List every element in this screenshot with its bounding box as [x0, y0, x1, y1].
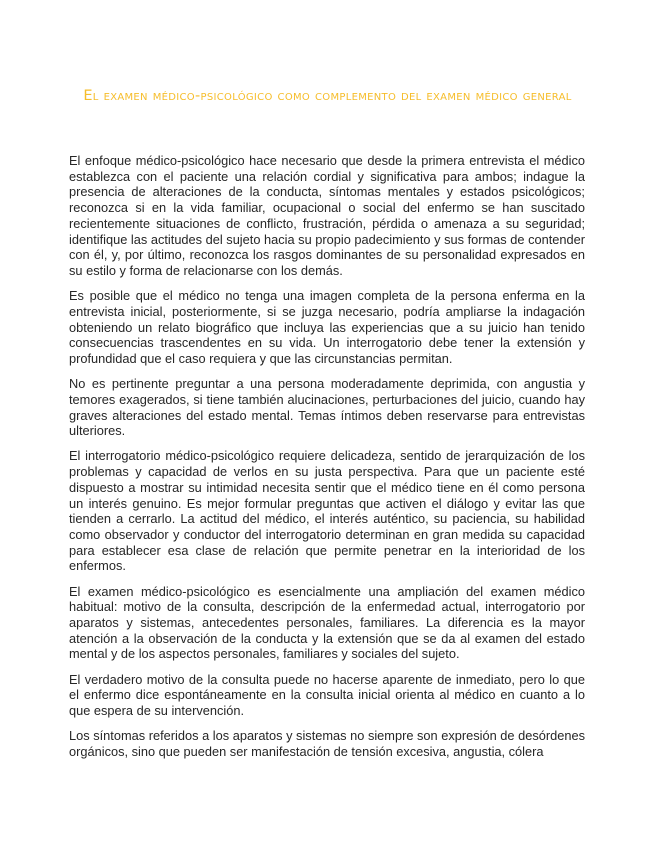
- paragraph-7: Los síntomas referidos a los aparatos y sistemas no siempre son expresión de desórdenes orgánicos, sino que pueden ser manifestación de tensión excesiva, angustia, cólera: [69, 728, 585, 759]
- paragraph-3: No es pertinente preguntar a una persona moderadamente deprimida, con angustia y temores exagerados, si tiene también alucinaciones, perturbaciones del juicio, cuando hay graves alteraciones del estado mental. Temas íntimos deben reservarse para entrevistas ulteriores.: [69, 376, 585, 439]
- paragraph-4: El interrogatorio médico-psicológico requiere delicadeza, sentido de jerarquización de los problemas y capacidad de verlos en su justa perspectiva. Para que un paciente esté dispuesto a mostrar su intimidad necesita sentir que el médico tiene en él como persona un interés genuino. Es mejor formular preguntas que activen el diálogo y evitar las que tienden a cerrarlo. La actitud del médico, el interés auténtico, su paciencia, su habilidad como observador y conductor del interrogatorio determinan en gran medida su capacidad para establecer esa clase de relación que permite penetrar en la interioridad de los enfermos.: [69, 448, 585, 574]
- paragraph-5: El examen médico-psicológico es esencialmente una ampliación del examen médico habitual: motivo de la consulta, descripción de la enfermedad actual, interrogatorio por aparatos y sistemas, antecedentes personales, familiares. La diferencia es la mayor atención a la observación de la conducta y la extensión que se da al examen del estado mental y de los aspectos personales, familiares y sociales del sujeto.: [69, 583, 585, 662]
- document-title: El examen médico-psicológico como complemento del examen médico general: [83, 88, 572, 104]
- document-body: [69, 153, 585, 769]
- paragraph-1: El enfoque médico-psicológico hace necesario que desde la primera entrevista el médico establezca con el paciente una relación cordial y significativa para ambos; indague la presencia de alteraciones de la conducta, síntomas mentales y estados psicológicos; reconozca si en la vida familiar, ocupacional o social del enfermo se han suscitado recientemente situaciones de conflicto, frustración, pérdida o amenaza a su seguridad; identifique las actitudes del sujeto hacia su propio padecimiento y sus formas de contender con él, y, por último, reconozca los rasgos dominantes de su personalidad expresados en su estilo y forma de relacionarse con los demás.: [69, 153, 585, 278]
- paragraph-6: El verdadero motivo de la consulta puede no hacerse aparente de inmediato, pero lo que el enfermo dice espontáneamente en la consulta inicial orienta al médico en cuanto a lo que espera de su intervención.: [69, 671, 585, 718]
- paragraph-2: Es posible que el médico no tenga una imagen completa de la persona enferma en la entrevista inicial, posteriormente, si se juzga necesario, podría ampliarse la indagación obteniendo un relato biográfico que incluya las experiencias que a su juicio han tenido consecuencias trascendentes en su vida. Un interrogatorio debe tener la extensión y profundidad que el caso requiera y que las circunstancias permitan.: [69, 288, 585, 366]
